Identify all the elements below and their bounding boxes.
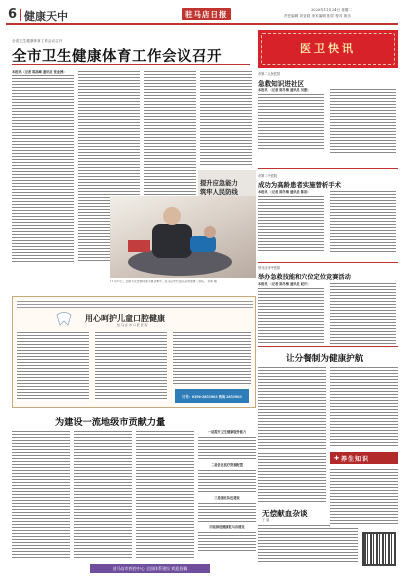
rescue-illustration xyxy=(110,196,256,278)
doctor-banner xyxy=(258,30,398,68)
health-headline: 让分餐制为健康护航 xyxy=(286,354,364,364)
tooth-icon xyxy=(55,311,73,325)
header-rule xyxy=(6,23,398,25)
right-divider-2 xyxy=(258,262,398,263)
city-footer-banner: 驻马店市疾控中心 全国体系建设 欢迎投稿 xyxy=(90,564,210,573)
qr-code xyxy=(362,532,396,566)
tips-icon: ✚ xyxy=(334,454,340,462)
tips-byline: 王 毅 xyxy=(262,518,270,522)
page-header xyxy=(6,6,398,28)
oral-title: 用心呵护儿童口腔健康 xyxy=(85,313,165,323)
photo-title-2: 筑牢人民防线 xyxy=(200,189,238,196)
page-number: 6 xyxy=(8,7,18,22)
right-article-3: 驻马店市中医院 举办急救技能和穴位定位竞赛活动 本报讯 （记者 陈冬梅 通讯员 赵开） xyxy=(258,266,398,346)
rescue-photo xyxy=(110,196,256,278)
section-title: 健康天中 xyxy=(24,10,68,23)
tips-title: 养生知识 xyxy=(341,455,370,463)
oral-hotline: 订号：0396-2851903 咨询 2851903 xyxy=(175,389,249,403)
photo-title-1: 提升应急能力 xyxy=(200,180,238,187)
oral-health-ad xyxy=(12,296,256,408)
editor-line: 责任编辑 刘亚莉 美术编辑 阳洋 校对 黄乐 xyxy=(284,14,351,18)
banner-title: 医卫快讯 xyxy=(300,42,356,55)
lead-rule xyxy=(12,64,250,65)
date-line: 2020年11月24日 星期二 xyxy=(311,8,352,12)
photo-caption: 11月21日，全国大众急救技能大赛决赛中，驻马店市代表队获得团体二等奖。 李新 摄 xyxy=(110,280,217,283)
header-divider-mark xyxy=(20,9,21,21)
lead-headline: 全市卫生健康体育工作会议召开 xyxy=(12,48,222,65)
oral-credit: 驻 马 店 市 口 腔 医 院 xyxy=(117,323,148,327)
right-article-1: 市第二人民医院 急救知识进社区 本报讯 （记者 陈冬梅 通讯员 吴蕾） xyxy=(258,72,398,166)
city-headline: 为建设一流地级市贡献力量 xyxy=(55,417,166,428)
lead-kicker: 全省卫生健康体育工作会议召开 xyxy=(12,39,63,43)
lead-byline: 本报讯（记者 陈高峰 通讯员 张金洲） xyxy=(12,70,67,74)
city-subheads: 一是提升卫生健康服务能力 二是优化医疗资源配置 三是强化队伍建设 四是推进健康驻马店建设 xyxy=(198,430,256,560)
right-article-2: 市第二中医院 成功为高龄患者实施替析手术 本报讯 （记者 陈冬梅 通讯员 陈景） xyxy=(258,174,398,260)
tips-subtitle: 无偿献血杂谈 xyxy=(262,509,308,518)
health-top-rule xyxy=(258,346,398,347)
right-divider-1 xyxy=(258,168,398,169)
lead-column-4 xyxy=(200,70,252,166)
tips-ribbon xyxy=(330,452,398,464)
masthead-logo: 驻马店日报 xyxy=(182,8,231,20)
lead-column-1 xyxy=(12,74,74,262)
